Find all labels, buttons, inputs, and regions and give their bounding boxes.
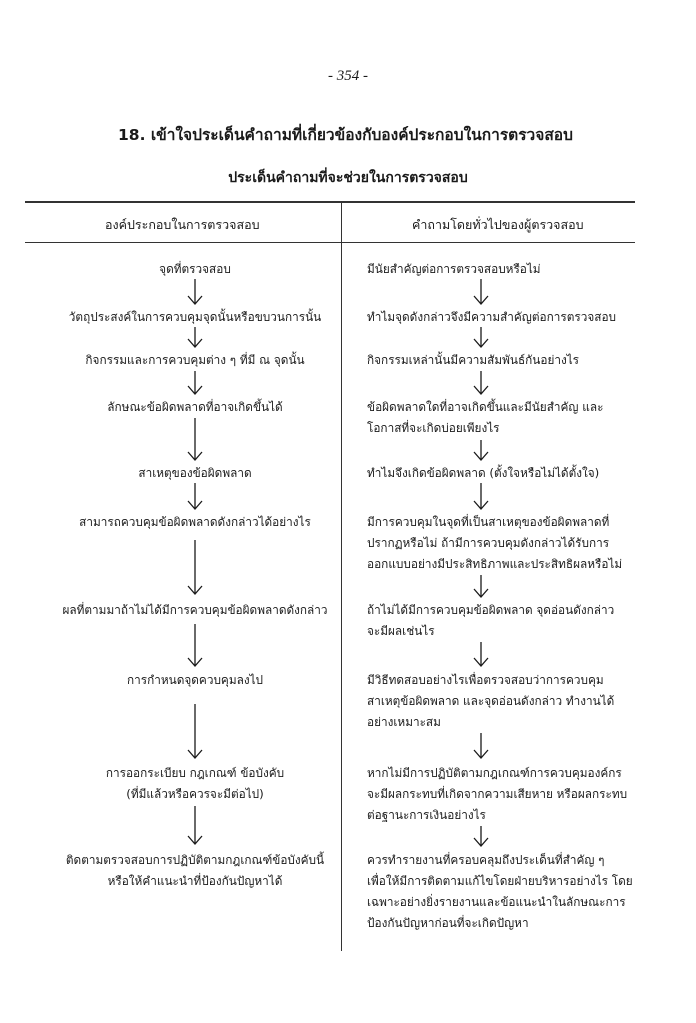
top-rule: [25, 201, 635, 203]
right-item: หากไม่มีการปฏิบัติตามกฎเกณฑ์การควบคุมองค์กร จะมีผลกระทบที่เกิดจากความเสียหาย หรือผลกระทบ ต่อฐานะการเงินอย่างไร: [367, 766, 628, 822]
left-item: ผลที่ตามมาถ้าไม่ได้มีการควบคุมข้อผิดพลาดดังกล่าว: [62, 603, 328, 617]
down-arrow-icon: [187, 704, 203, 760]
left-column-header: องค์ประกอบในการตรวจสอบ: [105, 217, 260, 232]
right-item: ควรทำรายงานที่ครอบคลุมถึงประเด็นที่สำคัญ ๆ เพื่อให้มีการติดตามแก้ไขโดยฝ่ายบริหารอย่างไร โดย เฉพาะอย่างยิ่งรายงานและข้อแนะนำในลักษณะการ ป้องกันปัญหาก่อนที่จะเกิดปัญหา: [367, 853, 633, 930]
down-arrow-icon: [473, 279, 489, 306]
left-item: ลักษณะข้อผิดพลาดที่อาจเกิดขึ้นได้: [107, 400, 283, 414]
right-item: มีนัยสำคัญต่อการตรวจสอบหรือไม่: [367, 262, 541, 276]
down-arrow-icon: [187, 806, 203, 846]
down-arrow-icon: [473, 371, 489, 396]
down-arrow-icon: [187, 371, 203, 396]
right-column-header: คำถามโดยทั่วไปของผู้ตรวจสอบ: [412, 217, 584, 232]
left-item: จุดที่ตรวจสอบ: [159, 262, 231, 276]
down-arrow-icon: [473, 826, 489, 848]
right-item: มีวิธีทดสอบอย่างไรเพื่อตรวจสอบว่าการควบคุม สาเหตุข้อผิดพลาด และจุดอ่อนดังกล่าว ทำงานได้ อย่างเหมาะสม: [367, 673, 615, 729]
down-arrow-icon: [187, 540, 203, 596]
left-item: สามารถควบคุมข้อผิดพลาดดังกล่าวได้อย่างไร: [79, 515, 311, 529]
down-arrow-icon: [187, 279, 203, 306]
down-arrow-icon: [473, 327, 489, 349]
left-item: การออกระเบียบ กฎเกณฑ์ ข้อบังคับ (ที่มีแล้วหรือควรจะมีต่อไป): [105, 766, 285, 801]
left-item: สาเหตุของข้อผิดพลาด: [138, 466, 252, 480]
left-item: วัตถุประสงค์ในการควบคุมจุดนั้นหรือขบวนการนั้น: [68, 310, 322, 324]
right-item: ข้อผิดพลาดใดที่อาจเกิดขึ้นและมีนัยสำคัญ และ โอกาสที่จะเกิดบ่อยเพียงไร: [367, 400, 604, 435]
right-item: ถ้าไม่ได้มีการควบคุมข้อผิดพลาด จุดอ่อนดังกล่าว จะมีผลเช่นไร: [367, 603, 615, 638]
down-arrow-icon: [473, 733, 489, 760]
table-title: ประเด็นคำถามที่จะช่วยในการตรวจสอบ: [228, 170, 468, 186]
right-item: ทำไมจึงเกิดข้อผิดพลาด (ตั้งใจหรือไม่ได้ตั้งใจ): [367, 466, 600, 480]
right-item: ทำไมจุดดังกล่าวจึงมีความสำคัญต่อการตรวจสอบ: [367, 310, 617, 324]
left-item: กิจกรรมและการควบคุมต่าง ๆ ที่มี ณ จุดนั้น: [85, 353, 305, 367]
right-item: กิจกรรมเหล่านั้นมีความสัมพันธ์กันอย่างไร: [367, 353, 580, 367]
down-arrow-icon: [473, 642, 489, 668]
down-arrow-icon: [187, 327, 203, 349]
page-number: - 354 -: [328, 68, 368, 84]
header-rule: [25, 242, 635, 243]
down-arrow-icon: [187, 418, 203, 462]
down-arrow-icon: [473, 440, 489, 462]
section-title: 18. เข้าใจประเด็นคำถามที่เกี่ยวข้องกับองค์ประกอบในการตรวจสอบ: [118, 126, 573, 144]
down-arrow-icon: [473, 483, 489, 511]
down-arrow-icon: [187, 483, 203, 511]
down-arrow-icon: [473, 575, 489, 599]
left-item: การกำหนดจุดควบคุมลงไป: [126, 673, 264, 687]
down-arrow-icon: [187, 624, 203, 668]
left-item: ติดตามตรวจสอบการปฏิบัติตามกฎเกณฑ์ข้อบังคับนี้ หรือให้คำแนะนำที่ป้องกันปัญหาได้: [65, 853, 325, 888]
right-item: มีการควบคุมในจุดที่เป็นสาเหตุของข้อผิดพลาดที่ ปรากฏหรือไม่ ถ้ามีการควบคุมดังกล่าวได้รับการ ออกแบบอย่างมีประสิทธิภาพและประสิทธิผลหรือไม่: [367, 515, 623, 571]
